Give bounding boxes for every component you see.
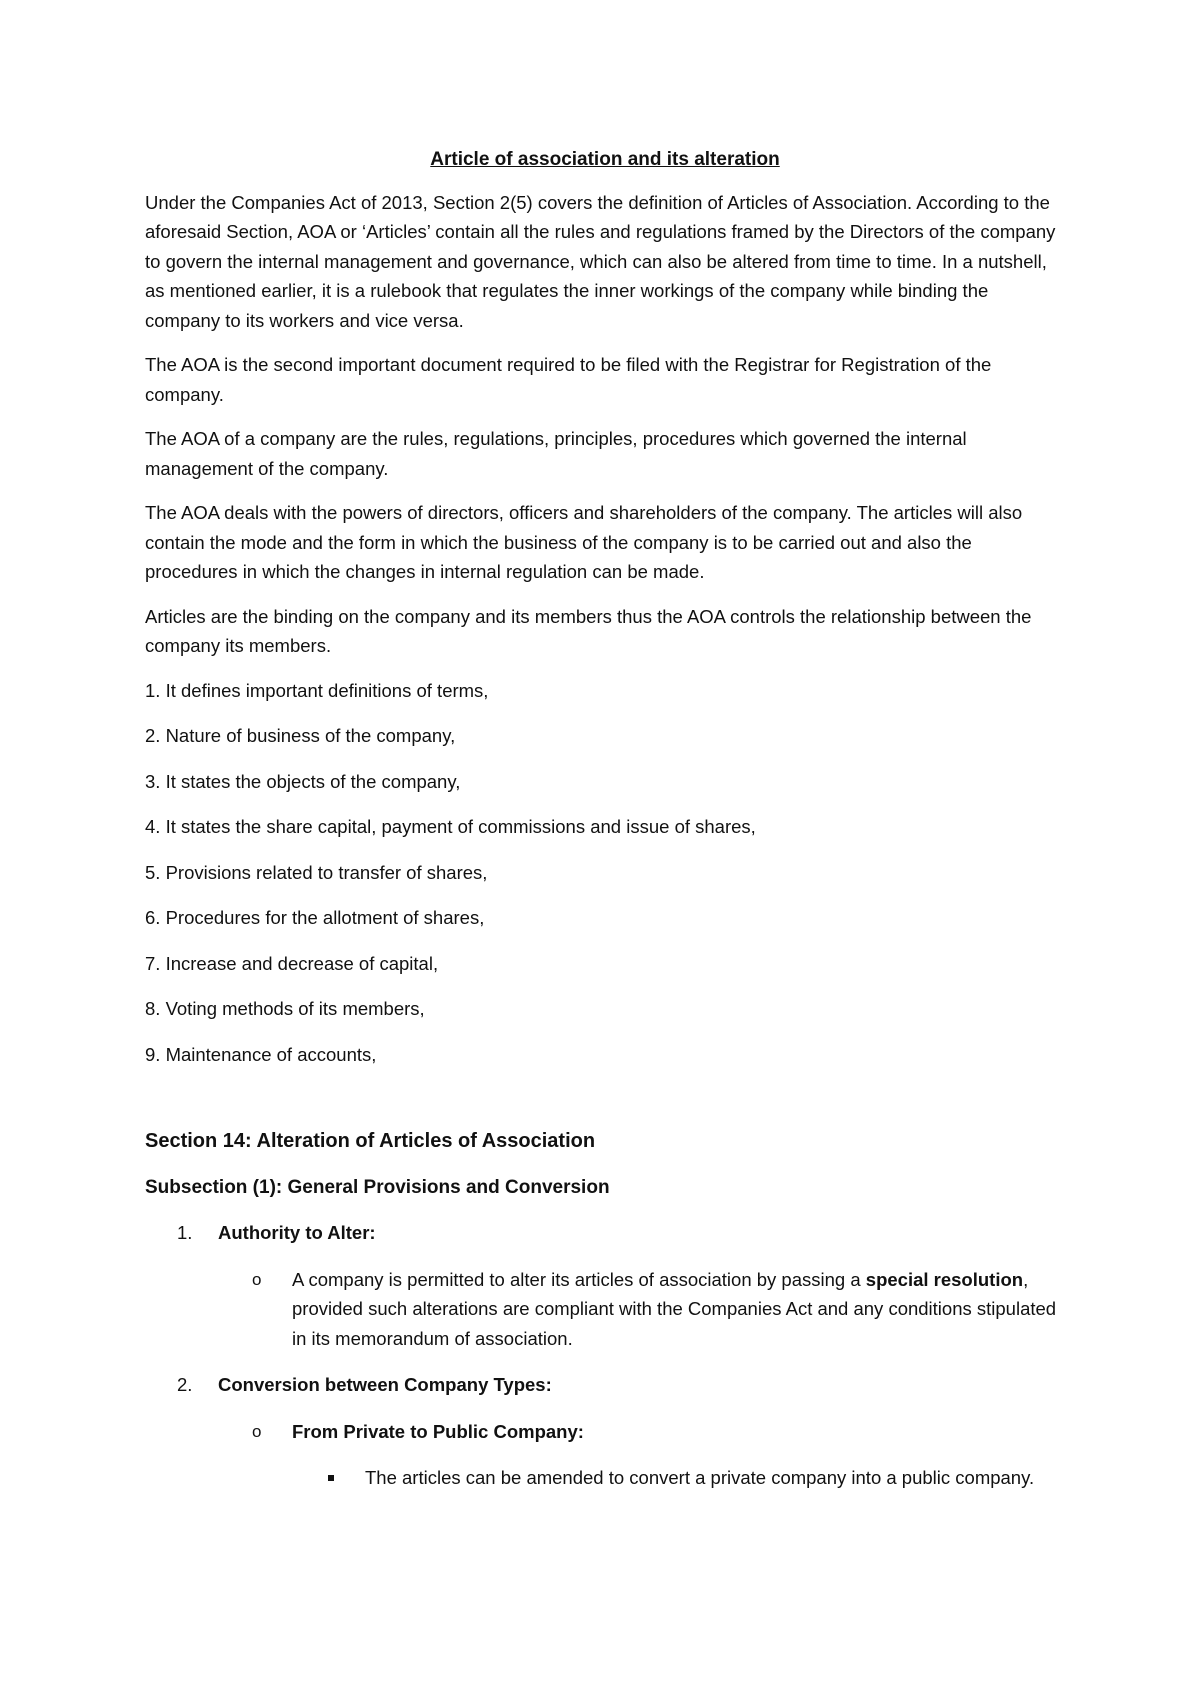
spacer [145,1085,1065,1127]
section-heading: Section 14: Alteration of Articles of Association [145,1130,596,1152]
sub-item-text-end: , provided such alterations are compliant with the Companies Act and any conditions stipulated in its memorandum of association. [292,1268,1057,1349]
paragraph-powers: The AOA deals with the powers of directors, officers and shareholders of the company. The articles will also contain the mode and the form in which the business of the company is to be carried out and also the procedures in which the changes in internal regulation can be made. [145,502,1023,582]
subsection-heading: Subsection (1): General Provisions and Conversion [145,1176,610,1198]
list-item: 3. It states the objects of the company, [145,770,461,792]
list-item: 2. Nature of business of the company, [145,725,456,746]
circle-bullet-icon: o [252,1269,262,1289]
sub-item-special-resolution [145,1265,1065,1354]
item-number: 1. [177,1222,193,1243]
item-number: 2. [177,1374,193,1395]
sub-item-bold-text: special resolution [865,1268,1024,1290]
item-heading: Authority to Alter: [218,1222,376,1243]
paragraph-rules: The AOA of a company are the rules, regulations, principles, procedures which governed the internal management of the company. [145,428,967,479]
document-body [145,145,1065,1510]
list-item: 5. Provisions related to transfer of shares, [145,861,488,883]
list-item: 7. Increase and decrease of capital, [145,952,439,974]
list-item: 9. Maintenance of accounts, [145,1043,377,1065]
bullet-text: The articles can be amended to convert a private company into a public company. [365,1467,1035,1488]
document-title: Article of association and its alteration [430,149,780,170]
item-heading: Conversion between Company Types: [218,1374,552,1395]
aoa-contents-list [145,676,1065,1070]
bullet-item-conversion [145,1463,1065,1493]
paragraph-registration: The AOA is the second important document required to be filed with the Registrar for Registration of the company. [145,354,992,405]
sub-item-text: A company is permitted to alter its articles of association by passing a [292,1268,866,1290]
list-item: 8. Voting methods of its members, [145,998,425,1019]
numbered-item-authority [145,1218,1065,1248]
sub-item-heading: From Private to Public Company: [292,1420,584,1442]
list-item: 1. It defines important definitions of terms, [145,679,489,701]
circle-bullet-icon: o [252,1421,262,1441]
sub-item-private-to-public [145,1417,1065,1447]
list-item: 4. It states the share capital, payment of commissions and issue of shares, [145,816,756,837]
square-bullet-icon [328,1475,334,1481]
paragraph-binding: Articles are the binding on the company and its members thus the AOA controls the relationship between the company its members. [145,605,1032,656]
list-item: 6. Procedures for the allotment of shares, [145,907,485,928]
paragraph-definition: Under the Companies Act of 2013, Section 2(5) covers the definition of Articles of Association. According to the aforesaid Section, AOA or ‘Articles’ contain all the rules and regulations framed by the Directors of the company to govern the internal management and governance, which can also be altered from time to time. In a nutshell, as mentioned earlier, it is a rulebook that regulates the inner workings of the company while binding the company to its workers and vice versa. [145,191,1056,331]
numbered-item-conversion [145,1370,1065,1400]
